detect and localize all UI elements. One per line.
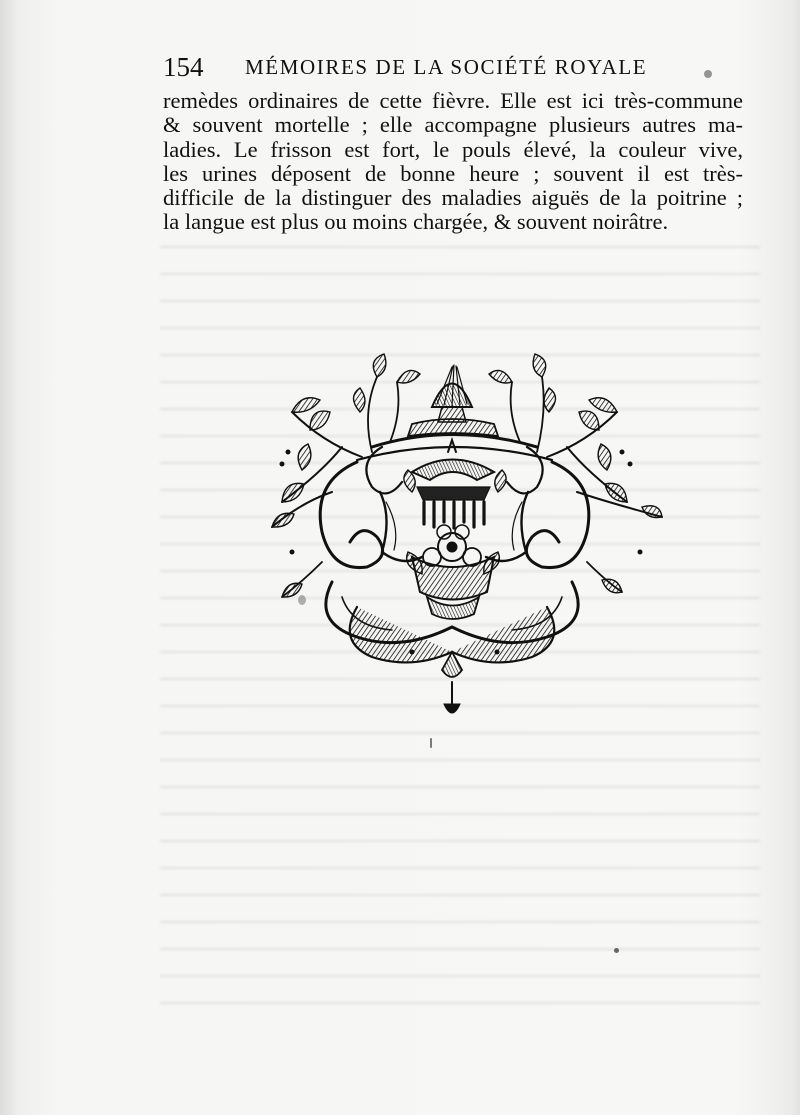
ink-speck	[614, 948, 619, 953]
running-head	[163, 52, 708, 84]
text-line: ladies. Le frisson est fort, le pouls élevé, la couleur vive,	[163, 137, 743, 162]
floral-urn-vignette-icon	[262, 352, 674, 722]
text-line: remèdes ordinaires de cette fièvre. Elle est ici très-commune	[163, 89, 743, 113]
text-line: & souvent mortelle ; elle accompagne plusieurs autres ma-	[163, 113, 743, 138]
page-number: 154	[163, 52, 204, 82]
body-text	[163, 89, 743, 235]
text-line: les urines déposent de bonne heure ; souvent il est très-	[163, 161, 743, 186]
text-line: difficile de la distinguer des maladies aiguës de la poitrine ;	[163, 186, 743, 211]
running-title: MÉMOIRES DE LA SOCIÉTÉ ROYALE	[245, 55, 648, 79]
text-line: la langue est plus ou moins chargée, & souvent noirâtre.	[163, 209, 669, 235]
ink-speck	[430, 738, 432, 748]
ink-speck	[298, 595, 306, 605]
ink-speck	[704, 70, 712, 78]
